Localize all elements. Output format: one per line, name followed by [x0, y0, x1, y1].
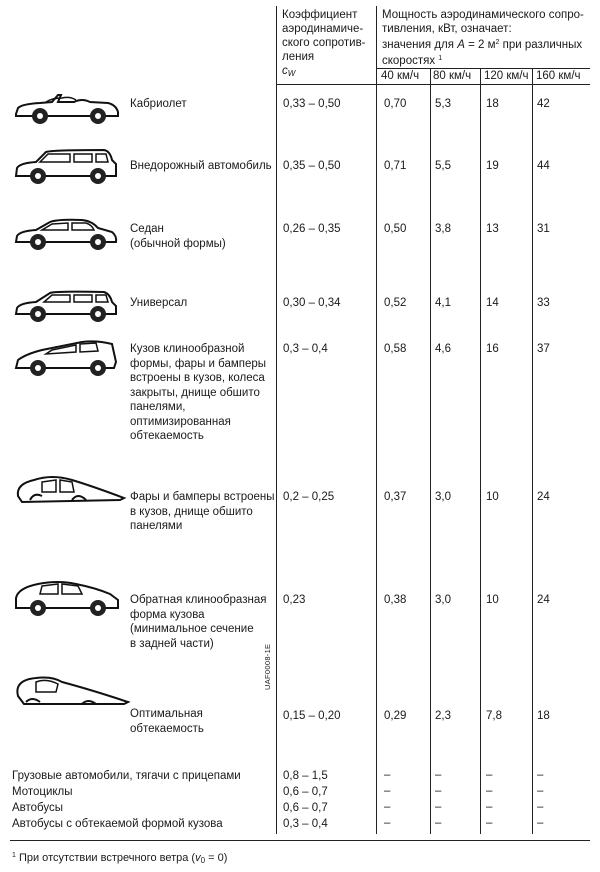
speed-header-80: 80 км/ч [433, 70, 472, 82]
table-bottom-rule [10, 840, 590, 841]
wedge-car-icon [12, 338, 122, 378]
p80-value: 3,0 [435, 491, 451, 503]
cw-value: 0,6 – 0,7 [283, 786, 328, 798]
p120-value: 7,8 [486, 710, 502, 722]
cw-value: 0,23 [283, 594, 306, 606]
coef-header-line: ления [282, 51, 315, 63]
p40-value: – [384, 769, 391, 781]
p40-value: 0,71 [384, 160, 407, 172]
sedan-car-icon [12, 216, 122, 252]
coef-header-line: ского сопротив- [282, 37, 366, 49]
speed-header-40: 40 км/ч [381, 70, 420, 82]
coef-symbol-sub: W [287, 69, 296, 78]
p40-value: 0,38 [384, 594, 407, 606]
desc-line: Внедорожный автомобиль [130, 160, 272, 172]
figure-code: UAF0008-1E [263, 643, 272, 690]
vehicle-label: Автобусы с обтекаемой формой кузова [12, 818, 223, 830]
cw-value: 0,8 – 1,5 [283, 770, 328, 782]
row-description [130, 97, 278, 112]
p160-value: 33 [537, 297, 550, 309]
cw-value: 0,35 – 0,50 [283, 160, 341, 172]
p80-value: 3,0 [435, 594, 451, 606]
p40-value: 0,70 [384, 98, 407, 110]
p120-value: 10 [486, 491, 499, 503]
vehicle-label: Автобусы [12, 802, 64, 814]
speed-header-160: 160 км/ч [536, 70, 581, 82]
column-divider [480, 68, 481, 834]
coef-symbol-c: c [282, 65, 288, 77]
power-sup: 2 [495, 39, 500, 46]
cw-value: 0,26 – 0,35 [283, 223, 341, 235]
reverse-wedge-car-icon [12, 578, 124, 618]
desc-line: оптимизированная [130, 415, 231, 428]
coef-header-line: аэродинамиче- [282, 23, 364, 35]
p40-value: 0,37 [384, 491, 407, 503]
power-header-line: тивления, кВт, означает: [382, 23, 512, 35]
p80-value: – [435, 817, 442, 829]
cw-value: 0,3 – 0,4 [283, 343, 328, 355]
p80-value: – [435, 801, 442, 813]
p120-value: 13 [486, 223, 499, 235]
p160-value: 42 [537, 98, 550, 110]
desc-line: закрыты, днище обшито [130, 386, 260, 399]
p40-value: 0,58 [384, 343, 407, 355]
cw-value: 0,15 – 0,20 [283, 710, 341, 722]
p80-value: 2,3 [435, 710, 451, 722]
desc-line: обтекаемость [130, 430, 204, 442]
desc-line: Кузов клинообразной [130, 343, 245, 355]
row-description [130, 707, 278, 736]
desc-line: Универсал [130, 297, 188, 309]
column-divider [532, 68, 533, 834]
desc-line: обтекаемость [130, 722, 204, 735]
p40-value: – [384, 785, 391, 797]
power-suffix: при различных [499, 39, 583, 51]
p80-value: 5,5 [435, 160, 451, 172]
p120-value: 16 [486, 343, 499, 355]
coef-header [282, 8, 374, 81]
p160-value: 44 [537, 160, 550, 172]
power-header-line [382, 52, 592, 68]
p80-value: – [435, 785, 442, 797]
velocity-sub: 0 [200, 856, 206, 865]
p120-value: – [486, 801, 493, 813]
optimal-car-icon [12, 672, 132, 712]
desc-line: в задней части) [130, 637, 214, 650]
p160-value: 24 [537, 594, 550, 606]
teardrop-car-icon [12, 472, 127, 510]
desc-line: встроены в кузов, колеса [130, 372, 265, 384]
desc-line: Кабриолет [130, 98, 187, 110]
p160-value: – [537, 785, 544, 797]
desc-line: форма кузова [130, 608, 205, 621]
speed-header-120: 120 км/ч [484, 70, 529, 82]
row-description [130, 593, 278, 651]
p120-value: – [486, 817, 493, 829]
desc-line: (минимальное сечение [130, 623, 254, 635]
p160-value: 24 [537, 491, 550, 503]
p160-value: – [537, 817, 544, 829]
p40-value: – [384, 817, 391, 829]
desc-line: Обратная клинообразная [130, 594, 267, 606]
p80-value: 3,8 [435, 223, 451, 235]
p80-value: 4,1 [435, 297, 451, 309]
column-divider [430, 68, 431, 834]
p80-value: – [435, 769, 442, 781]
desc-line: в кузов, днище обшито [130, 505, 253, 518]
p80-value: 5,3 [435, 98, 451, 110]
cw-value: 0,30 – 0,34 [283, 297, 341, 309]
vehicle-label: Мотоциклы [12, 786, 73, 798]
p160-value: 31 [537, 223, 550, 235]
p160-value: 37 [537, 343, 550, 355]
p120-value: 18 [486, 98, 499, 110]
desc-line: Оптимальная [130, 708, 203, 720]
header-bottom-rule [276, 84, 590, 85]
desc-line: панелями, [130, 401, 186, 413]
cw-value: 0,3 – 0,4 [283, 818, 328, 830]
desc-line: формы, фары и бамперы [130, 357, 267, 370]
coef-symbol [282, 64, 374, 81]
power-prefix: значения для [382, 39, 458, 51]
row-description [130, 222, 278, 251]
cw-value: 0,33 – 0,50 [283, 98, 341, 110]
p120-value: 10 [486, 594, 499, 606]
p80-value: 4,6 [435, 343, 451, 355]
row-description [130, 342, 278, 444]
desc-line: Фары и бамперы встроены [130, 491, 275, 503]
column-divider [376, 6, 377, 834]
power-header-line: Мощность аэродинамического сопро- [382, 9, 584, 21]
p120-value: – [486, 785, 493, 797]
area-symbol: A [457, 39, 465, 51]
row-description [130, 159, 278, 174]
row-description [130, 296, 278, 311]
wagon-car-icon [12, 288, 122, 324]
power-header [382, 8, 592, 68]
desc-line: Седан [130, 223, 164, 235]
power-eq: = 2 м [464, 39, 496, 51]
suv-car-icon [12, 146, 122, 186]
power-header-line [382, 36, 592, 52]
p40-value: 0,52 [384, 297, 407, 309]
footnote-tail: = 0) [205, 852, 228, 864]
p120-value: 14 [486, 297, 499, 309]
desc-line: панелями [130, 520, 183, 532]
p160-value: – [537, 769, 544, 781]
cw-value: 0,2 – 0,25 [283, 491, 335, 503]
p120-value: – [486, 769, 493, 781]
footnote-marker: 1 [12, 852, 16, 859]
cw-value: 0,6 – 0,7 [283, 802, 328, 814]
power-line4: скоростях [382, 55, 436, 67]
row-description [130, 490, 278, 534]
convertible-car-icon [12, 90, 122, 126]
footnote-ref: 1 [438, 55, 443, 62]
p160-value: – [537, 801, 544, 813]
desc-line: (обычной формы) [130, 237, 226, 250]
p120-value: 19 [486, 160, 499, 172]
footnote-text: При отсутствии встречного ветра ( [15, 852, 196, 864]
p40-value: – [384, 801, 391, 813]
p160-value: 18 [537, 710, 550, 722]
p40-value: 0,29 [384, 710, 407, 722]
footnote [12, 852, 227, 865]
coef-header-line: Коэффициент [282, 9, 358, 21]
vehicle-label: Грузовые автомобили, тягачи с прицепами [12, 770, 241, 782]
p40-value: 0,50 [384, 223, 407, 235]
velocity-symbol: v [195, 852, 201, 864]
